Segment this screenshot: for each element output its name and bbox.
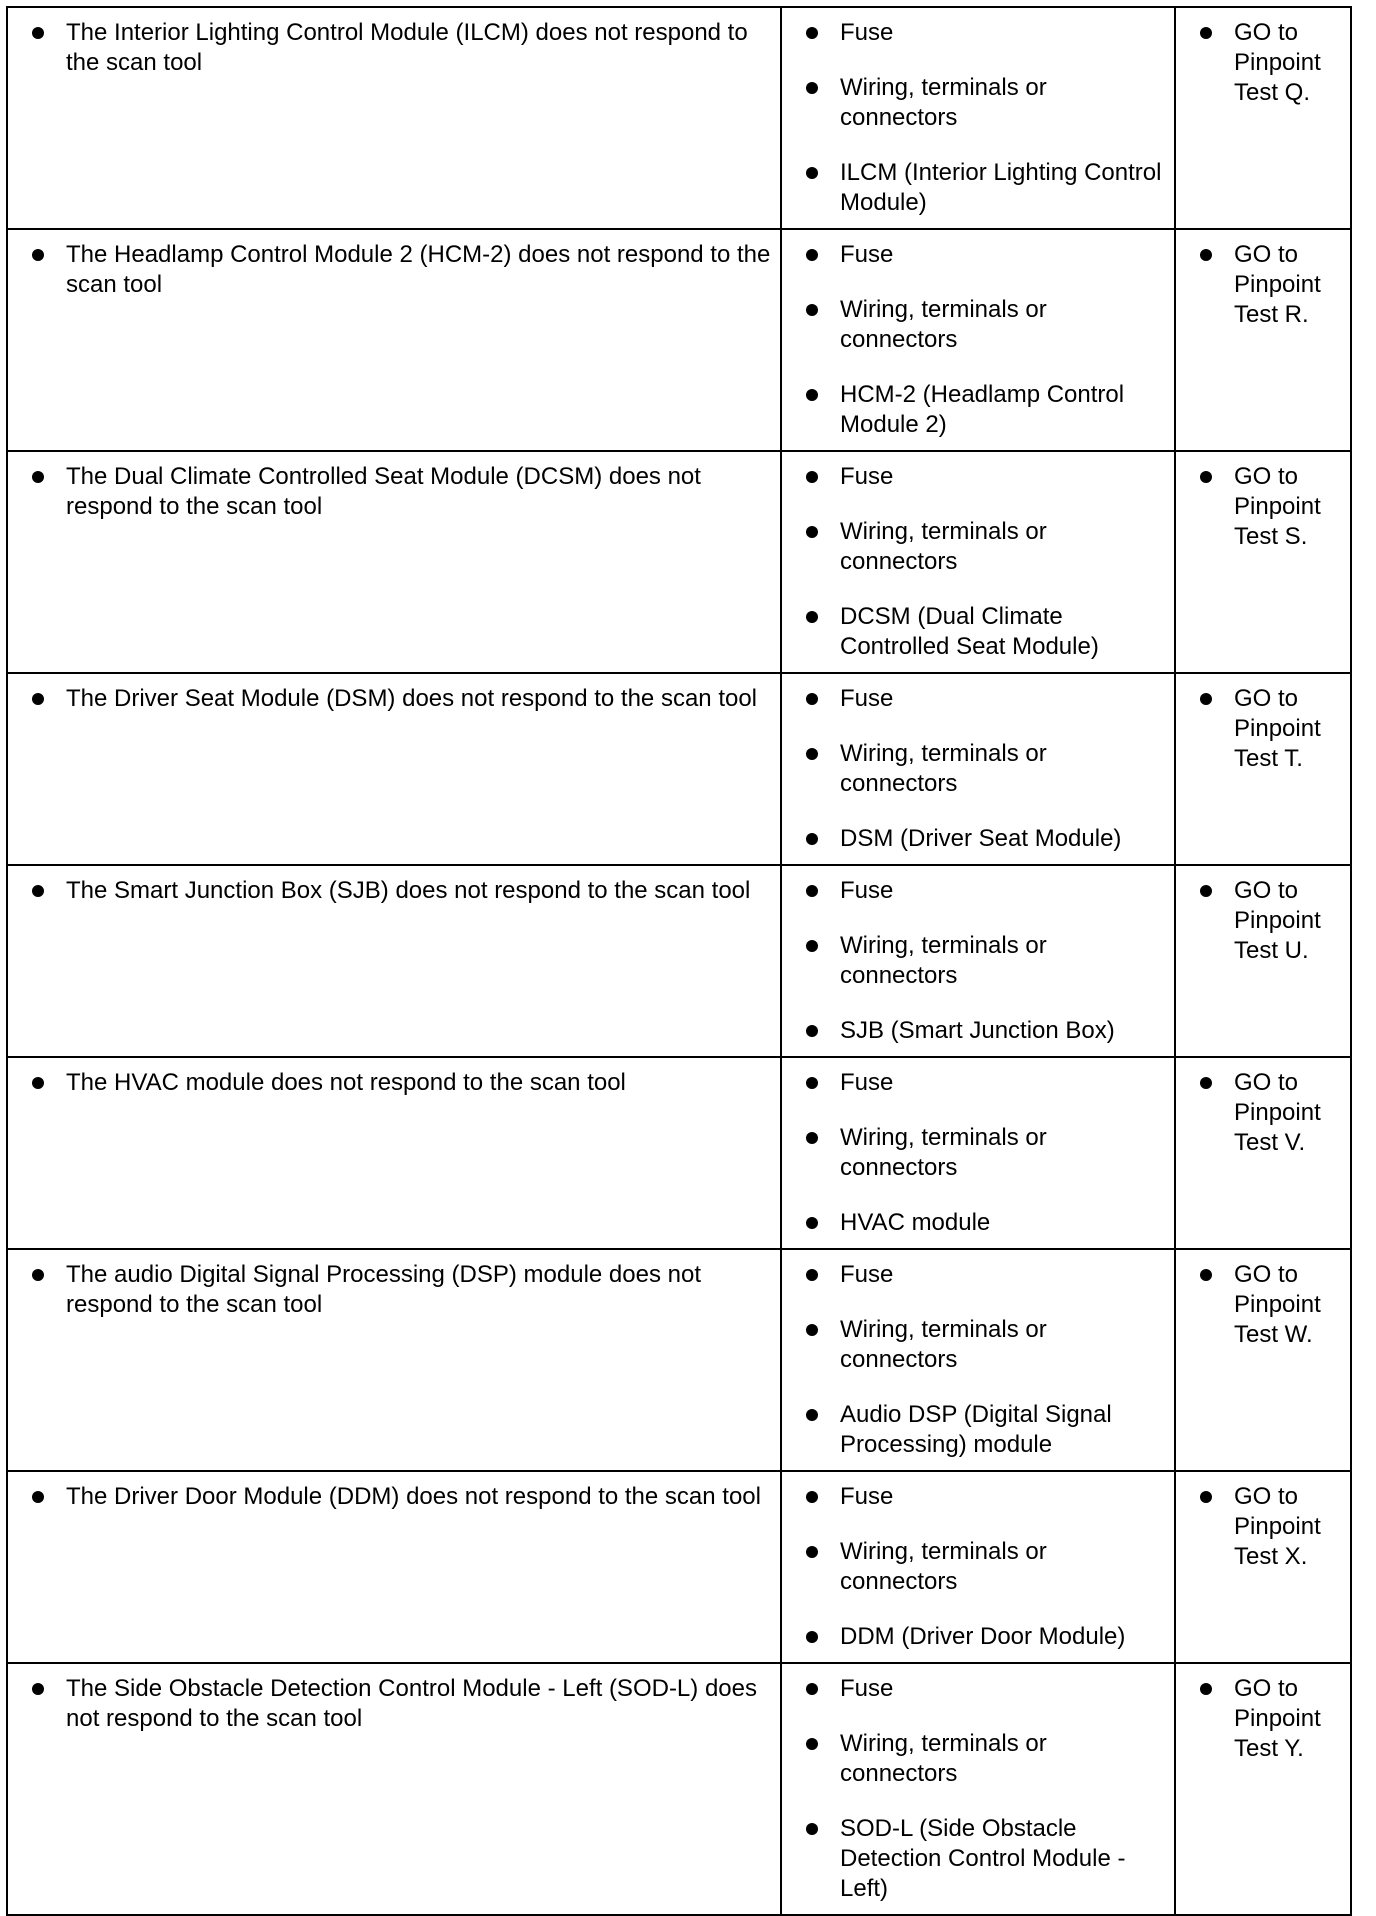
condition-item <box>28 684 772 714</box>
possible-source-item <box>802 602 1166 662</box>
action-item <box>1196 462 1342 552</box>
condition-cell <box>7 673 781 865</box>
action-item <box>1196 1674 1342 1764</box>
action-list <box>1196 1260 1342 1350</box>
condition-list <box>28 18 772 78</box>
possible-source-text: DCSM (Dual Climate Controlled Seat Module) <box>840 603 1099 660</box>
action-list <box>1196 684 1342 774</box>
action-item <box>1196 1068 1342 1158</box>
possible-sources-cell <box>781 1249 1175 1471</box>
possible-source-text: Fuse <box>840 241 894 268</box>
condition-item <box>28 240 772 300</box>
condition-cell <box>7 1663 781 1915</box>
possible-source-item <box>802 517 1166 577</box>
action-cell <box>1175 865 1351 1057</box>
action-cell <box>1175 1471 1351 1663</box>
table-row <box>7 1249 1351 1471</box>
condition-item <box>28 1674 772 1734</box>
possible-source-item <box>802 824 1166 854</box>
action-text: GO to Pinpoint Test W. <box>1234 1261 1321 1348</box>
condition-list <box>28 240 772 300</box>
possible-source-item <box>802 1674 1166 1704</box>
possible-sources-list <box>802 462 1166 662</box>
possible-source-text: SJB (Smart Junction Box) <box>840 1017 1115 1044</box>
possible-source-item <box>802 380 1166 440</box>
action-list <box>1196 1482 1342 1572</box>
possible-source-text: Fuse <box>840 463 894 490</box>
condition-item <box>28 1482 772 1512</box>
condition-text: The Side Obstacle Detection Control Module - Left (SOD-L) does not respond to the scan tool <box>66 1675 757 1732</box>
symptom-chart-body <box>7 7 1351 1915</box>
action-cell <box>1175 451 1351 673</box>
condition-list <box>28 1260 772 1320</box>
possible-source-item <box>802 1068 1166 1098</box>
symptom-chart-table <box>6 6 1352 1916</box>
possible-sources-list <box>802 240 1166 440</box>
possible-source-item <box>802 158 1166 218</box>
condition-list <box>28 1482 772 1512</box>
action-text: GO to Pinpoint Test Q. <box>1234 19 1321 106</box>
action-list <box>1196 240 1342 330</box>
condition-cell <box>7 1249 781 1471</box>
possible-sources-list <box>802 1482 1166 1652</box>
possible-source-text: Fuse <box>840 1069 894 1096</box>
possible-source-text: Wiring, terminals or connectors <box>840 740 1047 797</box>
possible-sources-cell <box>781 451 1175 673</box>
possible-source-text: Wiring, terminals or connectors <box>840 296 1047 353</box>
possible-sources-list <box>802 1674 1166 1904</box>
possible-source-item <box>802 1400 1166 1460</box>
action-list <box>1196 876 1342 966</box>
action-text: GO to Pinpoint Test R. <box>1234 241 1321 328</box>
possible-source-item <box>802 1537 1166 1597</box>
action-cell <box>1175 7 1351 229</box>
possible-source-text: Audio DSP (Digital Signal Processing) module <box>840 1401 1112 1458</box>
table-row <box>7 229 1351 451</box>
condition-text: The Headlamp Control Module 2 (HCM-2) does not respond to the scan tool <box>66 241 771 298</box>
possible-sources-cell <box>781 1057 1175 1249</box>
possible-sources-list <box>802 684 1166 854</box>
action-text: GO to Pinpoint Test T. <box>1234 685 1321 772</box>
possible-source-text: DSM (Driver Seat Module) <box>840 825 1122 852</box>
condition-text: The Driver Door Module (DDM) does not respond to the scan tool <box>66 1483 761 1510</box>
possible-source-item <box>802 1814 1166 1904</box>
action-cell <box>1175 1057 1351 1249</box>
possible-source-item <box>802 739 1166 799</box>
action-item <box>1196 18 1342 108</box>
action-cell <box>1175 229 1351 451</box>
possible-source-item <box>802 1208 1166 1238</box>
possible-source-item <box>802 1315 1166 1375</box>
action-item <box>1196 1260 1342 1350</box>
possible-sources-list <box>802 876 1166 1046</box>
condition-list <box>28 462 772 522</box>
condition-text: The HVAC module does not respond to the scan tool <box>66 1069 626 1096</box>
action-text: GO to Pinpoint Test S. <box>1234 463 1321 550</box>
action-cell <box>1175 1663 1351 1915</box>
possible-source-text: Fuse <box>840 877 894 904</box>
condition-text: The Driver Seat Module (DSM) does not respond to the scan tool <box>66 685 758 712</box>
possible-source-item <box>802 931 1166 991</box>
possible-source-text: Wiring, terminals or connectors <box>840 932 1047 989</box>
possible-source-item <box>802 1123 1166 1183</box>
possible-sources-cell <box>781 1471 1175 1663</box>
condition-cell <box>7 7 781 229</box>
possible-source-text: Fuse <box>840 1483 894 1510</box>
action-list <box>1196 1068 1342 1158</box>
possible-source-text: Wiring, terminals or connectors <box>840 518 1047 575</box>
action-item <box>1196 684 1342 774</box>
possible-source-text: Wiring, terminals or connectors <box>840 1316 1047 1373</box>
possible-source-text: Wiring, terminals or connectors <box>840 1538 1047 1595</box>
condition-list <box>28 876 772 906</box>
table-row <box>7 1471 1351 1663</box>
condition-cell <box>7 1057 781 1249</box>
table-row <box>7 7 1351 229</box>
action-text: GO to Pinpoint Test X. <box>1234 1483 1321 1570</box>
condition-text: The audio Digital Signal Processing (DSP) module does not respond to the scan tool <box>66 1261 702 1318</box>
condition-item <box>28 876 772 906</box>
possible-source-text: ILCM (Interior Lighting Control Module) <box>840 159 1162 216</box>
possible-source-text: Wiring, terminals or connectors <box>840 1124 1047 1181</box>
possible-source-item <box>802 876 1166 906</box>
possible-source-text: HVAC module <box>840 1209 991 1236</box>
possible-sources-cell <box>781 229 1175 451</box>
condition-cell <box>7 451 781 673</box>
possible-source-item <box>802 1729 1166 1789</box>
action-text: GO to Pinpoint Test Y. <box>1234 1675 1321 1762</box>
table-row <box>7 673 1351 865</box>
condition-item <box>28 462 772 522</box>
condition-cell <box>7 229 781 451</box>
action-item <box>1196 240 1342 330</box>
possible-sources-cell <box>781 865 1175 1057</box>
possible-source-item <box>802 684 1166 714</box>
possible-source-text: Fuse <box>840 1675 894 1702</box>
possible-source-text: Wiring, terminals or connectors <box>840 1730 1047 1787</box>
possible-source-item <box>802 1482 1166 1512</box>
possible-source-text: Fuse <box>840 685 894 712</box>
possible-source-item <box>802 462 1166 492</box>
condition-list <box>28 1068 772 1098</box>
possible-sources-cell <box>781 673 1175 865</box>
possible-sources-cell <box>781 7 1175 229</box>
action-cell <box>1175 1249 1351 1471</box>
possible-source-item <box>802 295 1166 355</box>
possible-source-item <box>802 1016 1166 1046</box>
possible-source-text: DDM (Driver Door Module) <box>840 1623 1126 1650</box>
table-row <box>7 1663 1351 1915</box>
possible-sources-cell <box>781 1663 1175 1915</box>
possible-source-text: Fuse <box>840 19 894 46</box>
condition-text: The Interior Lighting Control Module (ILCM) does not respond to the scan tool <box>66 19 748 76</box>
condition-text: The Smart Junction Box (SJB) does not respond to the scan tool <box>66 877 751 904</box>
table-row <box>7 451 1351 673</box>
condition-item <box>28 18 772 78</box>
condition-list <box>28 1674 772 1734</box>
possible-sources-list <box>802 1068 1166 1238</box>
possible-source-item <box>802 1622 1166 1652</box>
condition-cell <box>7 865 781 1057</box>
possible-sources-list <box>802 1260 1166 1460</box>
possible-source-text: Wiring, terminals or connectors <box>840 74 1047 131</box>
action-item <box>1196 876 1342 966</box>
diagnostic-document <box>6 6 1350 1916</box>
action-text: GO to Pinpoint Test V. <box>1234 1069 1321 1156</box>
condition-text: The Dual Climate Controlled Seat Module (DCSM) does not respond to the scan tool <box>66 463 701 520</box>
possible-source-text: SOD-L (Side Obstacle Detection Control Module - Left) <box>840 1815 1126 1902</box>
action-list <box>1196 462 1342 552</box>
possible-sources-list <box>802 18 1166 218</box>
possible-source-text: Fuse <box>840 1261 894 1288</box>
action-item <box>1196 1482 1342 1572</box>
condition-item <box>28 1068 772 1098</box>
table-row <box>7 865 1351 1057</box>
condition-list <box>28 684 772 714</box>
possible-source-item <box>802 240 1166 270</box>
possible-source-item <box>802 18 1166 48</box>
table-row <box>7 1057 1351 1249</box>
action-list <box>1196 18 1342 108</box>
possible-source-text: HCM-2 (Headlamp Control Module 2) <box>840 381 1125 438</box>
condition-item <box>28 1260 772 1320</box>
action-list <box>1196 1674 1342 1764</box>
possible-source-item <box>802 1260 1166 1290</box>
possible-source-item <box>802 73 1166 133</box>
action-text: GO to Pinpoint Test U. <box>1234 877 1321 964</box>
action-cell <box>1175 673 1351 865</box>
condition-cell <box>7 1471 781 1663</box>
